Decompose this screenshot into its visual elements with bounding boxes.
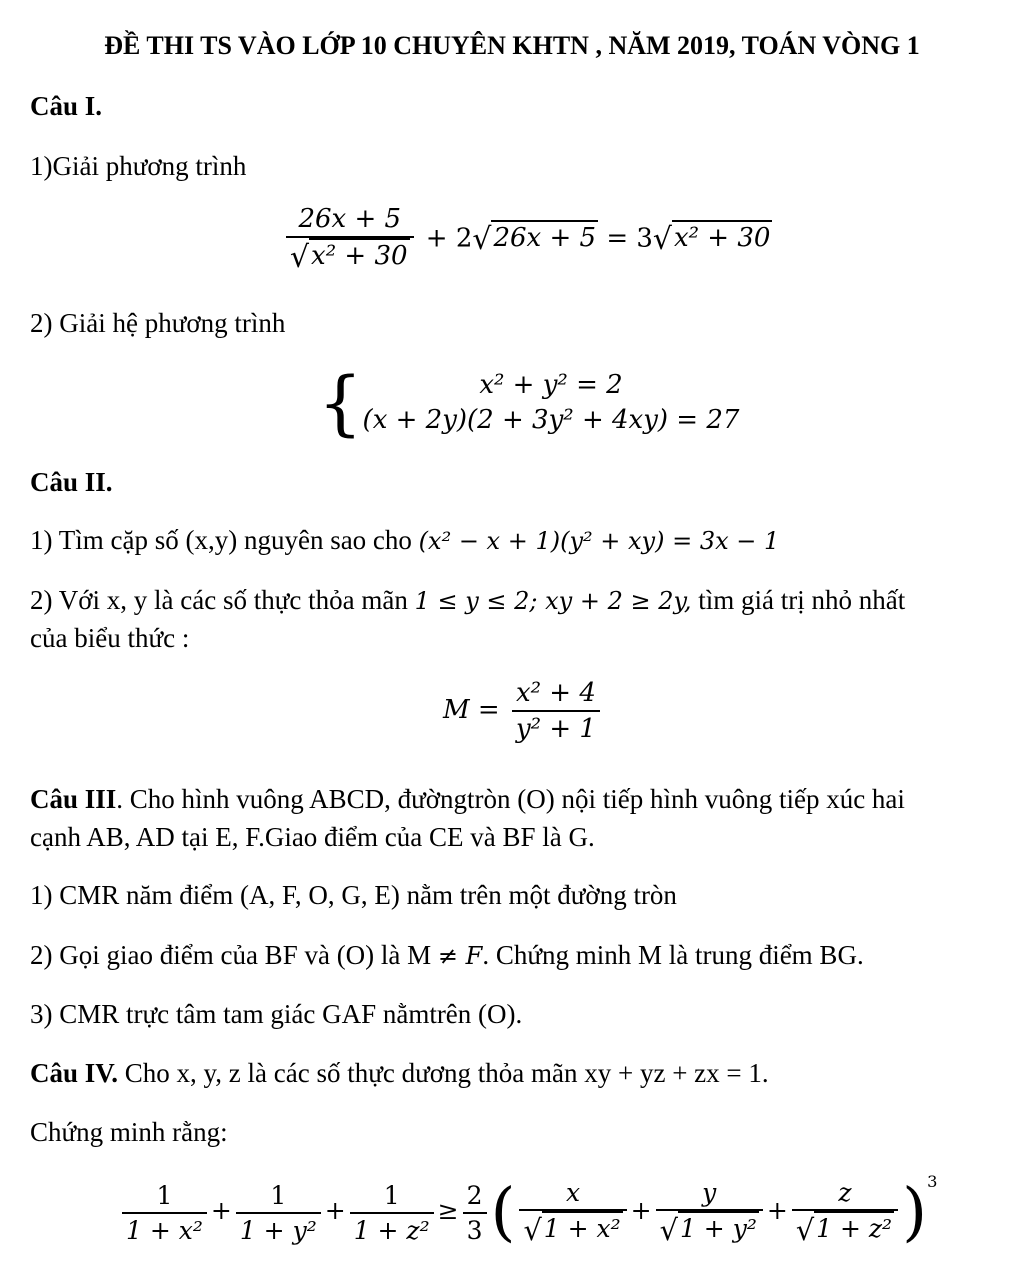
cau-3-intro-line2: cạnh AB, AD tại E, F.Giao điểm của CE và BF là G.	[30, 822, 595, 852]
cau-4-inequality: $\frac{1}{\text{1 + x²}}$ + $\frac{1}{\text{1 + y²}}$ + $\frac{1}{\text{1 + z²}}$ ≥ $\frac{2}{3}$ ( $\frac{x}{\text{√1 + x²}}$ + $\frac{y}{\text{√1 + y²}}$ + $\frac{z}{\text{√1 + z²}}$ )$^3$	[118, 1172, 937, 1247]
cau-2-q2-line2: của biểu thức :	[30, 623, 190, 653]
left-brace: {	[318, 362, 363, 445]
cau-1-heading: Câu I.	[30, 91, 103, 121]
equation-system	[318, 362, 740, 445]
cau-1-q1-equation: $\frac{26x + 5}{\text{√x² + 30}}$ + 2√26x + 5 = 3√x² + 30	[282, 204, 772, 275]
cau-2-q1: 1) Tìm cặp số (x,y) nguyên sao cho (x² − x + 1)(y² + xy) = 3x − 1	[30, 525, 780, 555]
cau-2-heading: Câu II.	[30, 467, 113, 497]
cau-2-q2: 2) Với x, y là các số thực thỏa mãn 1 ≤ y ≤ 2; xy + 2 ≥ 2y, tìm giá trị nhỏ nhất	[30, 585, 906, 615]
cau-1-q1-label: 1)Giải phương trình	[30, 151, 247, 181]
cau-1-q2-label: 2) Giải hệ phương trình	[30, 308, 286, 338]
cau-4-prove: Chứng minh rằng:	[30, 1117, 228, 1147]
cau-3-q1: 1) CMR năm điểm (A, F, O, G, E) nằm trên một đường tròn	[30, 880, 677, 910]
page-title: ĐỀ THI TS VÀO LỚP 10 CHUYÊN KHTN , NĂM 2019, TOÁN VÒNG 1	[104, 31, 920, 60]
cau-4-intro: Câu IV. Cho x, y, z là các số thực dương thỏa mãn xy + yz + zx = 1.	[30, 1058, 769, 1088]
cau-3-intro: Câu III. Cho hình vuông ABCD, đườngtròn (O) nội tiếp hình vuông tiếp xúc hai	[30, 784, 905, 814]
cau-3-q2: 2) Gọi giao điểm của BF và (O) là M ≠ F. Chứng minh M là trung điểm BG.	[30, 940, 864, 970]
system-row-1: x² + y² = 2	[479, 370, 623, 400]
equation-fraction: $\frac{26x + 5}{\text{√x² + 30}}$	[286, 204, 414, 275]
expression-M: M = $\frac{\text{x² + 4}}{\text{y² + 1}}$	[443, 678, 604, 744]
system-row-2: (x + 2y)(2 + 3y² + 4xy) = 27	[362, 405, 740, 436]
cau-3-q3: 3) CMR trực tâm tam giác GAF nằmtrên (O).	[30, 999, 523, 1029]
